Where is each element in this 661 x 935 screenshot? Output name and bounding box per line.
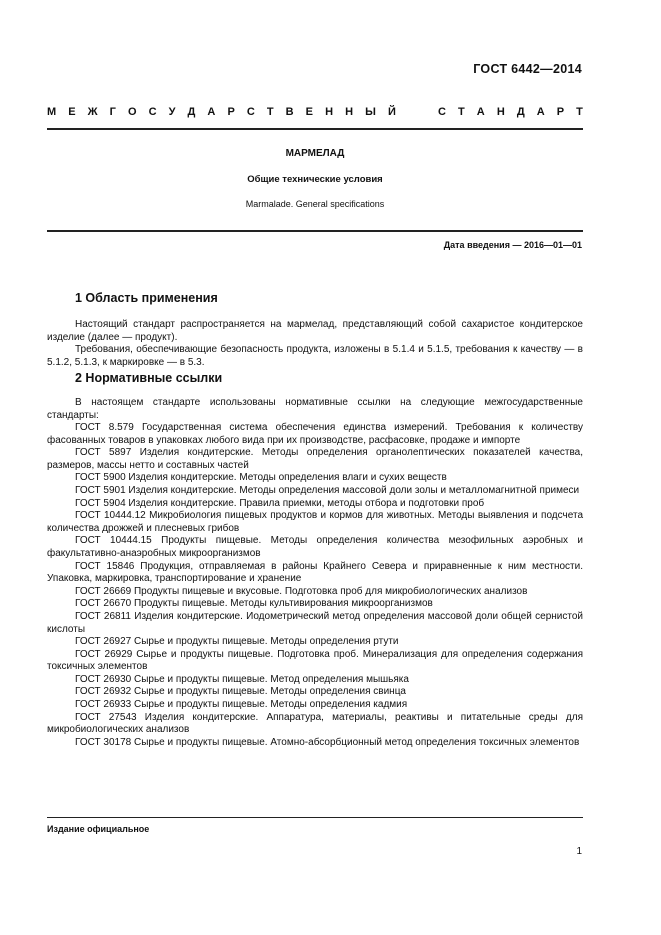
reference-item: ГОСТ 26932 Сырье и продукты пищевые. Методы определения свинца xyxy=(75,686,406,698)
reference-item: ГОСТ 26669 Продукты пищевые и вкусовые. Подготовка проб для микробиологических анализов xyxy=(75,585,528,597)
banner-letter: Н xyxy=(345,106,354,118)
document-subtitle: Общие технические условия xyxy=(247,174,383,185)
reference-item: ГОСТ 26670 Продукты пищевые. Методы культивирования микроорганизмов xyxy=(75,598,433,610)
references-list xyxy=(47,422,583,749)
banner-letter: Т xyxy=(266,106,274,118)
banner-letter: А xyxy=(536,106,545,118)
section-2-heading: 2 Нормативные ссылки xyxy=(75,371,223,385)
banner-letter: Д xyxy=(187,106,196,118)
footer-rule xyxy=(47,817,583,818)
banner-letter: С xyxy=(148,106,157,118)
banner-letter: Е xyxy=(305,106,314,118)
gost-code: ГОСТ 6442—2014 xyxy=(473,62,582,76)
official-edition-label: Издание официальное xyxy=(47,824,150,834)
section-2-intro xyxy=(47,397,583,422)
paragraph: Настоящий стандарт распространяется на мармелад, представляющий собой сахаристое кондитерское изделие (далее — продукт). xyxy=(47,319,583,343)
banner-rule xyxy=(47,128,583,130)
banner-gap xyxy=(408,106,426,118)
banner-letter: Н xyxy=(325,106,334,118)
banner-letter: Р xyxy=(227,106,235,118)
reference-item: ГОСТ 15846 Продукция, отправляемая в районы Крайнего Севера и приравненные к ним местности. Упаковка, маркировка, транспортирование и хранение xyxy=(47,560,583,585)
banner-letter: Т xyxy=(458,106,465,118)
reference-item: ГОСТ 8.579 Государственная система обеспечения единства измерений. Требования к количеству фасованных товаров в упаковках любого вида при их производстве, расфасовке, продаже и импорте xyxy=(47,422,583,446)
banner-letter: Ж xyxy=(87,106,98,118)
introduction-date: Дата введения — 2016—01—01 xyxy=(443,240,582,250)
reference-item: ГОСТ 26927 Сырье и продукты пищевые. Методы определения ртути xyxy=(75,636,399,648)
banner-letter: А xyxy=(207,106,216,118)
banner-letter: Г xyxy=(109,106,116,118)
banner-letter: С xyxy=(246,106,255,118)
section-1-heading: 1 Область применения xyxy=(75,291,218,305)
reference-item: ГОСТ 30178 Сырье и продукты пищевые. Атомно-абсорбционный метод определения токсичных элементов xyxy=(75,736,580,748)
banner-letter: Ы xyxy=(365,106,376,118)
reference-item: ГОСТ 27543 Изделия кондитерские. Аппаратура, материалы, реактивы и питательные среды для микробиологических анализов xyxy=(47,711,583,736)
paragraph: В настоящем стандарте использованы нормативные ссылки на следующие межгосударственные стандарты: xyxy=(47,397,583,421)
reference-item: ГОСТ 26933 Сырье и продукты пищевые. Методы определения кадмия xyxy=(75,699,408,711)
banner-letter: М xyxy=(47,106,57,118)
banner-letter: Д xyxy=(516,106,525,118)
banner-letter: А xyxy=(476,106,485,118)
document-english-title: Marmalade. General specifications xyxy=(245,199,385,209)
title-rule xyxy=(47,230,583,232)
banner-letter: У xyxy=(168,106,176,118)
reference-item: ГОСТ 5901 Изделия кондитерские. Методы определения массовой доли золы и металломагнитной примеси xyxy=(75,484,580,496)
banner-letter: О xyxy=(127,106,137,118)
reference-item: ГОСТ 5897 Изделия кондитерские. Методы определения органолептических показателей качества, размеров, массы нетто и составных частей xyxy=(47,447,583,471)
banner-letter: В xyxy=(285,106,294,118)
reference-item: ГОСТ 10444.15 Продукты пищевые. Методы определения количества мезофильных аэробных и факультативно-анаэробных микроорганизмов xyxy=(47,535,583,559)
banner-letter: Й xyxy=(387,106,396,118)
reference-item: ГОСТ 26930 Сырье и продукты пищевые. Метод определения мышьяка xyxy=(75,673,409,685)
paragraph: Требования, обеспечивающие безопасность продукта, изложены в 5.1.4 и 5.1.5, требования к качеству — в 5.1.2, 5.1.3, к маркировке — в 5.3. xyxy=(47,344,583,368)
reference-item: ГОСТ 10444.12 Микробиология пищевых продуктов и кормов для животных. Методы выявления и подсчета количества дрожжей и плесневых грибов xyxy=(47,510,583,534)
page-number: 1 xyxy=(576,846,582,857)
section-1-body xyxy=(47,319,583,369)
reference-item: ГОСТ 5900 Изделия кондитерские. Методы определения влаги и сухих веществ xyxy=(75,472,447,484)
banner-letter: Е xyxy=(68,106,76,118)
reference-item: ГОСТ 5904 Изделия кондитерские. Правила приемки, методы отбора и подготовки проб xyxy=(75,497,485,509)
reference-item: ГОСТ 26811 Изделия кондитерские. Иодометрический метод определения массовой доли общей сернистой кислоты xyxy=(47,610,583,635)
banner-letter: Т xyxy=(576,106,583,118)
standard-banner xyxy=(47,106,583,118)
banner-letter: Р xyxy=(556,106,565,118)
document-title: МАРМЕЛАД xyxy=(285,148,345,159)
reference-item: ГОСТ 26929 Сырье и продукты пищевые. Подготовка проб. Минерализация для определения содержания токсичных элементов xyxy=(47,648,583,673)
banner-letter: Н xyxy=(496,106,505,118)
banner-letter: С xyxy=(437,106,446,118)
